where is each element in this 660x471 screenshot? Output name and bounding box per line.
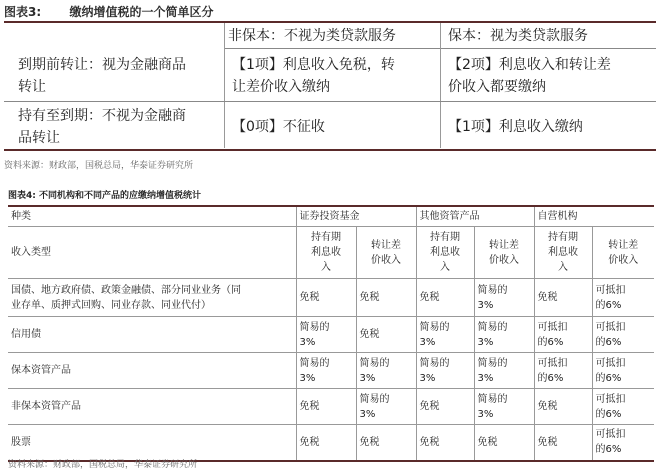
table2-row2-name: 信用债: [8, 317, 296, 353]
table1-row1-bb: 【2项】利息收入和转让差 价收入都要缴纳: [448, 57, 611, 95]
table-row: [8, 425, 654, 461]
table2-cell: 免税: [474, 425, 534, 461]
table2-sub-header-row: [8, 227, 654, 279]
table1-source: 资料来源：财政部，国税总局，华泰证券研究所: [4, 161, 194, 171]
table1-col-nonbb: 非保本：不视为类贷款服务: [228, 28, 396, 44]
table2-cell: 简易的 3%: [296, 317, 356, 353]
table1-row1-nonbb: 【1项】利息收入免税，转 让差价收入缴纳: [232, 57, 395, 95]
table2-cell: 可抵扣 的6%: [592, 317, 654, 353]
table1-row2-nonbb: 【0项】不征收: [232, 119, 325, 135]
table2-cell: 免税: [534, 425, 592, 461]
table2-title: 图表4: 不同机构和不同产品的应缴纳增值税统计: [8, 191, 201, 201]
table2-cell: 简易的 3%: [296, 353, 356, 389]
table2-sub-2: 转让差 价收入: [356, 227, 416, 279]
table2-sub-4: 转让差 价收入: [474, 227, 534, 279]
table1-row-rule: [4, 101, 656, 102]
table2-cell: 免税: [534, 279, 592, 317]
table2-sub-3: 持有期 利息收 入: [416, 227, 474, 279]
table1-label: 图表3:: [4, 5, 42, 19]
table-row: [8, 279, 654, 317]
table-row: [8, 389, 654, 425]
table2-cell: 免税: [296, 389, 356, 425]
table2-cell: 可抵扣 的6%: [592, 353, 654, 389]
table2-row5-name: 股票: [8, 425, 296, 461]
table-row: [8, 353, 654, 389]
table2-cell: 免税: [416, 425, 474, 461]
table2-group-prop: 自营机构: [534, 206, 654, 227]
table2-cell: 简易的 3%: [416, 317, 474, 353]
table1-title: [4, 3, 214, 20]
table2-sub-5: 持有期 利息收 入: [534, 227, 592, 279]
table1-vline-1: [224, 23, 225, 148]
table2-cell: 免税: [296, 279, 356, 317]
table2-row3-name: 保本资管产品: [8, 353, 296, 389]
table2-group-other: 其他资管产品: [416, 206, 534, 227]
table2-source: 资料来源：财政部，国税总局，华泰证券研究所: [8, 460, 198, 470]
table2-cell: 简易的 3%: [474, 279, 534, 317]
table1-row2-bb: 【1项】利息收入缴纳: [448, 119, 583, 135]
table1-vline-2: [440, 23, 441, 148]
table2-income-type: 收入类型: [8, 227, 296, 279]
table2-cell: 免税: [356, 425, 416, 461]
table2-cell: 可抵扣 的6%: [592, 279, 654, 317]
table2-group-header-row: [8, 206, 654, 227]
table2-cell: 免税: [534, 389, 592, 425]
table-row: [8, 317, 654, 353]
table2-cell: 简易的 3%: [416, 353, 474, 389]
table1-col-bb: 保本：视为类贷款服务: [448, 28, 588, 44]
table2-cell: 简易的 3%: [356, 389, 416, 425]
table2-cell: 免税: [296, 425, 356, 461]
table1-row1-head: 到期前转让：视为金融商品 转让: [18, 57, 186, 95]
table1-top-rule: [4, 21, 656, 23]
table2-cell: 免税: [356, 317, 416, 353]
table2-cell: 免税: [356, 279, 416, 317]
table2-cell: 简易的 3%: [356, 353, 416, 389]
table1-row2-head: 持有至到期：不视为金融商 品转让: [18, 108, 186, 146]
table2: [8, 205, 654, 462]
table1-caption: 缴纳增值税的一个简单区分: [69, 5, 214, 19]
table2-row4-name: 非保本资管产品: [8, 389, 296, 425]
table2-cell: 可抵扣 的6%: [592, 425, 654, 461]
table2-cell: 免税: [416, 389, 474, 425]
table2-cell: 简易的 3%: [474, 389, 534, 425]
table2-cell: 简易的 3%: [474, 353, 534, 389]
table1-bottom-rule: [4, 149, 656, 151]
table2-sub-6: 转让差 价收入: [592, 227, 654, 279]
table2-col-type: 种类: [8, 206, 296, 227]
table2-cell: 简易的 3%: [474, 317, 534, 353]
table2-cell: 可抵扣 的6%: [534, 317, 592, 353]
table2-row1-name: 国债、地方政府债、政策金融债、部分同业业务（同 业存单、质押式回购、同业存款、同业代付）: [8, 279, 296, 317]
table2-cell: 可抵扣 的6%: [592, 389, 654, 425]
table2-cell: 可抵扣 的6%: [534, 353, 592, 389]
table2-sub-1: 持有期 利息收 入: [296, 227, 356, 279]
table2-cell: 免税: [416, 279, 474, 317]
table2-group-fund: 证券投资基金: [296, 206, 416, 227]
